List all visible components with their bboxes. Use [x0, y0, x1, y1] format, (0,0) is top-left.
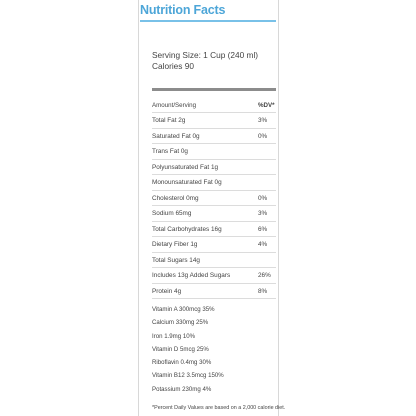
nutrient-label: Total Sugars 14g: [152, 256, 200, 264]
nutrient-label: Saturated Fat 0g: [152, 132, 200, 140]
nutrient-row: [152, 174, 276, 190]
nutrient-row: [152, 128, 276, 144]
vitamin-item: Calcium 330mg 25%: [152, 319, 209, 327]
nutrient-row: [152, 143, 276, 159]
nutrient-label: Includes 13g Added Sugars: [152, 272, 231, 279]
vitamin-item: Riboflavin 0.4mg 30%: [152, 359, 212, 367]
calories: Calories 90: [152, 61, 194, 71]
nutrient-label: Dietary Fiber 1g: [152, 241, 198, 248]
nutrient-row: [152, 267, 276, 283]
vitamin-list: [152, 306, 276, 399]
daily-value-header: %DV*: [258, 102, 275, 109]
nutrient-row: [152, 190, 276, 206]
nutrient-label: Total Carbohydrates 16g: [152, 225, 222, 233]
vitamin-item: Vitamin B12 3.5mcg 150%: [152, 372, 224, 380]
section-divider: [152, 88, 276, 91]
serving-info: [152, 50, 258, 72]
nutrient-dv: 3%: [258, 117, 268, 124]
title-underline: [140, 20, 276, 22]
vitamin-item: Vitamin A 300mcg 35%: [152, 306, 215, 313]
nutrient-label: Sodium 65mg: [152, 210, 192, 217]
nutrient-row: [152, 283, 276, 300]
nutrient-dv: 0%: [258, 194, 268, 202]
vitamin-item: Potassium 230mg 4%: [152, 385, 212, 393]
nutrient-dv: 3%: [258, 210, 268, 217]
nutrient-dv: 8%: [258, 287, 268, 295]
panel-title: Nutrition Facts: [140, 3, 226, 17]
nutrient-row: [152, 252, 276, 268]
nutrient-label: Monounsaturated Fat 0g: [152, 179, 222, 186]
nutrient-row: [152, 221, 276, 237]
table-header: [152, 102, 276, 109]
nutrient-row: [152, 112, 276, 128]
nutrient-label: Trans Fat 0g: [152, 148, 188, 155]
nutrient-label: Total Fat 2g: [152, 117, 186, 124]
footnote: *Percent Daily Values are based on a 2,000 calorie diet.: [152, 405, 286, 411]
nutrient-dv: 0%: [258, 132, 268, 140]
nutrient-dv: 26%: [258, 272, 271, 279]
nutrient-table: [152, 112, 276, 299]
nutrient-dv: 4%: [258, 241, 268, 248]
nutrient-row: [152, 236, 276, 252]
nutrient-label: Protein 4g: [152, 287, 182, 295]
nutrient-dv: 6%: [258, 225, 268, 233]
serving-size: Serving Size: 1 Cup (240 ml): [152, 50, 259, 60]
vitamin-item: Vitamin D 5mcg 25%: [152, 345, 209, 353]
nutrient-row: [152, 205, 276, 221]
nutrient-row: [152, 159, 276, 175]
vitamin-item: Iron 1.9mg 10%: [152, 332, 196, 340]
nutrient-label: Cholesterol 0mg: [152, 194, 199, 202]
amount-serving-label: Amount/Serving: [152, 102, 197, 109]
nutrient-label: Polyunsaturated Fat 1g: [152, 163, 219, 171]
